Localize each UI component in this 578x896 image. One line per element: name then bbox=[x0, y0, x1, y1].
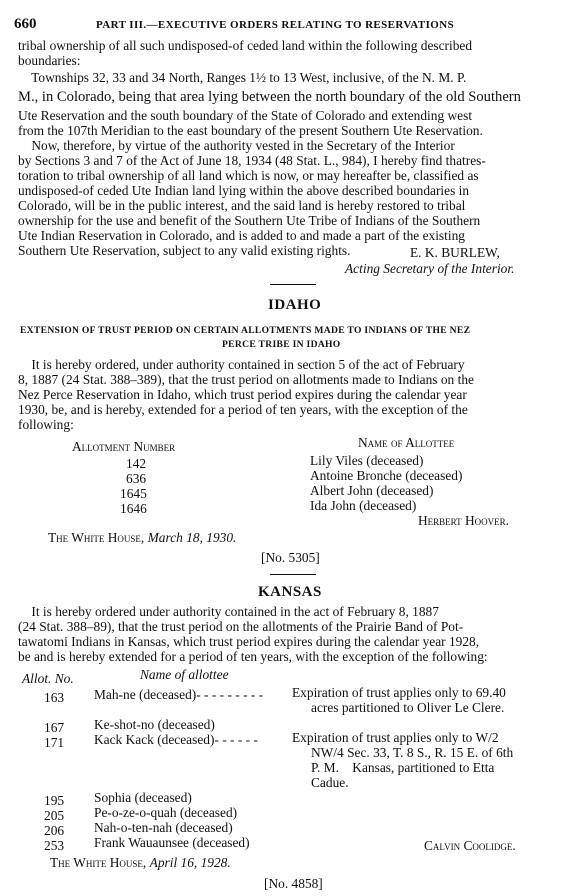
idaho-place: The White House, bbox=[48, 530, 145, 545]
body-line: be and is hereby extended for a period of ten years, with the exception of the following: bbox=[18, 649, 488, 664]
allotment-number: 1645 bbox=[120, 486, 147, 501]
body-line: from the 107th Meridian to the east boundary of the present Southern Ute Reservation. bbox=[18, 123, 483, 138]
idaho-signer: Herbert Hoover. bbox=[418, 513, 509, 528]
body-line: M., in Colorado, being that area lying between the north boundary of the old Southern bbox=[18, 89, 521, 105]
allottee-name: Ida John (deceased) bbox=[310, 498, 417, 513]
idaho-date: March 18, 1930. bbox=[147, 530, 237, 545]
kansas-signer: Calvin Coolidge. bbox=[424, 838, 516, 853]
kansas-date: April 16, 1928. bbox=[149, 855, 231, 870]
body-line: It is hereby ordered under authority contained in the act of February 8, 1887 bbox=[18, 604, 439, 619]
idaho-order-number: [No. 5305] bbox=[261, 550, 320, 565]
allottee-name-header: Name of allottee bbox=[140, 667, 229, 682]
body-line: tribal ownership of all such undisposed-of ceded land within the following described bbox=[18, 38, 473, 53]
allottee-name: Pe-o-ze-o-quah (deceased) bbox=[94, 805, 238, 820]
allotment-note: Expiration of trust applies only to W/2 bbox=[292, 730, 499, 745]
body-line: 8, 1887 (24 Stat. 388–389), that the trust period on allotments made to Indians on the bbox=[18, 372, 474, 387]
allot-number: 163 bbox=[44, 690, 65, 705]
allotment-note: acres partitioned to Oliver Le Clere. bbox=[311, 700, 505, 715]
body-line: tawatomi Indians in Kansas, which trust period expires during the calendar year 1928, bbox=[18, 634, 480, 649]
allottee-name: Albert John (deceased) bbox=[310, 483, 434, 498]
allotment-number: 636 bbox=[126, 471, 147, 486]
idaho-date-line bbox=[48, 530, 236, 545]
allotment-number: 1646 bbox=[120, 501, 147, 516]
body-line: boundaries: bbox=[18, 53, 81, 68]
idaho-heading: IDAHO bbox=[268, 297, 322, 313]
body-line: Colorado, will be in the public interest, and the said land is hereby restored to tribal bbox=[18, 198, 466, 213]
section-divider bbox=[270, 284, 316, 285]
allottee-name: Antoine Bronche (deceased) bbox=[310, 468, 463, 483]
body-line: Ute Indian Reservation in Colorado, and is added to and made a part of the existing bbox=[18, 228, 465, 243]
allot-number: 206 bbox=[44, 823, 65, 838]
body-line: following: bbox=[18, 417, 74, 432]
body-line: ownership for the use and benefit of the Southern Ute Tribe of Indians of the Southern bbox=[18, 213, 481, 228]
body-line: (24 Stat. 388–89), that the trust period on the allotments of the Prairie Band of Pot- bbox=[18, 619, 464, 634]
allotment-number: 142 bbox=[126, 456, 147, 471]
allottee-name: Mah-ne (deceased)- - - - - - - - - bbox=[94, 687, 264, 702]
body-line: Now, therefore, by virtue of the authority vested in the Secretary of the Interior bbox=[18, 138, 455, 153]
section-divider bbox=[270, 574, 316, 575]
kansas-place: The White House, bbox=[50, 855, 147, 870]
allotment-number-header: Allotment Number bbox=[72, 439, 176, 454]
body-line: toration to tribal ownership of all land which is now, or may hereafter be, classified as bbox=[18, 168, 479, 183]
body-line: It is hereby ordered, under authority contained in section 5 of the act of February bbox=[18, 357, 465, 372]
allotment-note: P. M. Kansas, partitioned to Etta bbox=[311, 760, 495, 775]
allot-number: 171 bbox=[44, 735, 65, 750]
kansas-order-number: [No. 4858] bbox=[264, 876, 323, 891]
body-line: Nez Perce Reservation in Idaho, which trust period expires during the calendar year bbox=[18, 387, 467, 402]
allottee-name: Nah-o-ten-nah (deceased) bbox=[94, 820, 233, 835]
body-line: Townships 32, 33 and 34 North, Ranges 1½ to 13 West, inclusive, of the N. M. P. bbox=[18, 70, 467, 85]
allotment-note: Expiration of trust applies only to 69.40 bbox=[292, 685, 506, 700]
body-line: 1930, be, and is hereby, extended for a period of ten years, with the exception of the bbox=[18, 402, 468, 417]
allotment-note: Cadue. bbox=[311, 775, 349, 790]
idaho-subheading: PERCE TRIBE IN IDAHO bbox=[222, 339, 341, 350]
allottee-name: Kack Kack (deceased)- - - - - - bbox=[94, 732, 258, 747]
idaho-subheading: EXTENSION OF TRUST PERIOD ON CERTAIN ALLOTMENTS MADE TO INDIANS OF THE NEZ bbox=[20, 325, 471, 336]
kansas-date-line bbox=[50, 855, 231, 870]
allottee-name-header: Name of Allottee bbox=[358, 435, 455, 450]
allottee-name: Frank Wauaunsee (deceased) bbox=[94, 835, 250, 850]
allot-number: 205 bbox=[44, 808, 65, 823]
body-line: undisposed-of ceded Ute Indian land lying within the above described boundaries in bbox=[18, 183, 470, 198]
allotment-note: NW/4 Sec. 33, T. 8 S., R. 15 E. of 6th bbox=[311, 745, 514, 760]
colorado-signer: E. K. BURLEW, bbox=[410, 245, 500, 260]
allottee-name: Ke-shot-no (deceased) bbox=[94, 717, 215, 732]
allot-no-header: Allot. No. bbox=[22, 671, 74, 686]
page-number: 660 bbox=[14, 16, 37, 32]
allot-number: 167 bbox=[44, 720, 65, 735]
running-title: PART III.—EXECUTIVE ORDERS RELATING TO RESERVATIONS bbox=[96, 19, 455, 31]
kansas-heading: KANSAS bbox=[258, 584, 322, 600]
body-line: by Sections 3 and 7 of the Act of June 18, 1934 (48 Stat. L., 984), I hereby find thatres- bbox=[18, 153, 486, 168]
allottee-name: Sophia (deceased) bbox=[94, 790, 192, 805]
allot-number: 253 bbox=[44, 838, 65, 853]
allottee-name: Lily Viles (deceased) bbox=[310, 453, 424, 468]
body-line: Southern Ute Reservation, subject to any valid existing rights. bbox=[18, 243, 351, 258]
colorado-signer-title: Acting Secretary of the Interior. bbox=[345, 261, 515, 276]
allot-number: 195 bbox=[44, 793, 65, 808]
body-line: Ute Reservation and the south boundary of the State of Colorado and extending west bbox=[18, 108, 473, 123]
